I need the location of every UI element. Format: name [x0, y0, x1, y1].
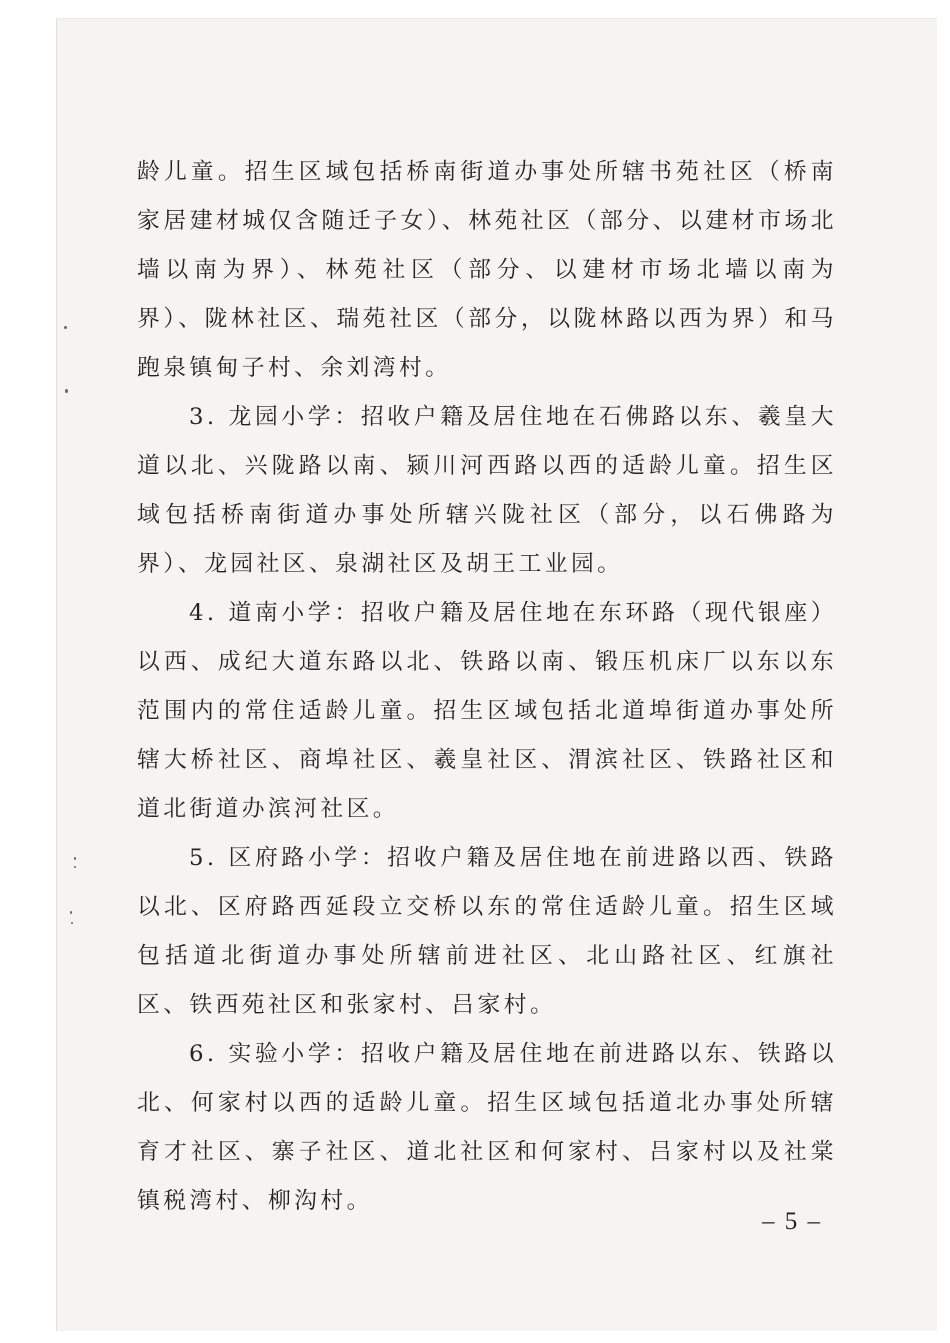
scan-speck [71, 922, 73, 924]
paragraph-shiyan-school: 6. 实验小学：招收户籍及居住地在前进路以东、铁路以北、何家村以西的适龄儿童。招生区域包括道北办事处所辖育才社区、寨子社区、道北社区和何家村、吕家村以及社棠镇税湾村、柳沟村。 [137, 1041, 837, 1214]
scan-speck [65, 389, 68, 393]
document-body [137, 148, 837, 1226]
scan-speck [74, 866, 76, 868]
paragraph-qufulu-school: 5. 区府路小学：招收户籍及居住地在前进路以西、铁路以北、区府路西延段立交桥以东的常住适龄儿童。招生区域包括道北街道办事处所辖前进社区、北山路社区、红旗社区、铁西苑社区和张家村、吕家村。 [137, 845, 837, 1018]
scan-speck [64, 326, 67, 329]
paragraph-continued: 龄儿童。招生区域包括桥南街道办事处所辖书苑社区（桥南家居建材城仅含随迁子女）、林苑社区（部分、以建材市场北墙以南为界）、林苑社区（部分、以建材市场北墙以南为界）、陇林社区、瑞苑社区（部分，以陇林路以西为界）和马跑泉镇甸子村、余刘湾村。 [137, 159, 837, 381]
paragraph-daonan-school: 4. 道南小学：招收户籍及居住地在东环路（现代银座）以西、成纪大道东路以北、铁路以南、锻压机床厂以东以东范围内的常住适龄儿童。招生区域包括北道埠街道办事处所辖大桥社区、商埠社区、羲皇社区、渭滨社区、铁路社区和道北街道办滨河社区。 [137, 600, 837, 822]
scan-speck [70, 911, 72, 914]
paragraph-longyuan-school: 3. 龙园小学：招收户籍及居住地在石佛路以东、羲皇大道以北、兴陇路以南、颍川河西路以西的适龄儿童。招生区域包括桥南街道办事处所辖兴陇社区（部分，以石佛路为界）、龙园社区、泉湖社区及胡王工业园。 [137, 404, 837, 577]
scan-speck [74, 857, 76, 860]
page-number: – 5 – [762, 1208, 822, 1235]
